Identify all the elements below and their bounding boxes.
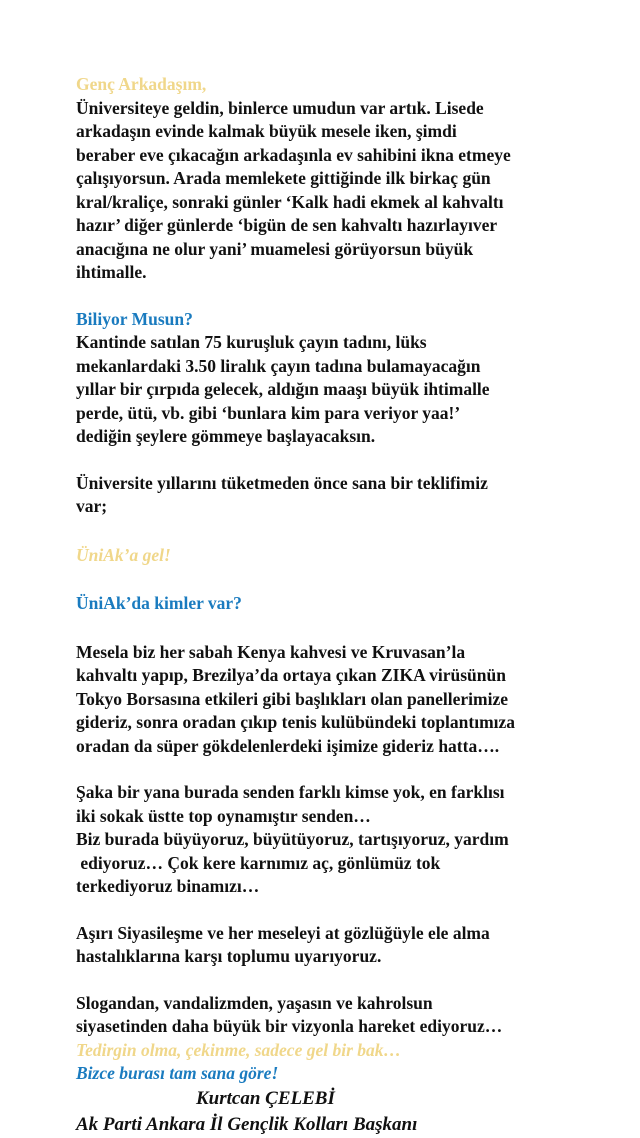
biliyor-line: mekanlardaki 3.50 liralık çayın tadına bulamayacağın [76,355,481,376]
saka-paragraph [76,781,632,899]
offer-line: var; [76,496,108,516]
asiri-line: Aşırı Siyasileşme ve her meseleyi at gözlüğüyle ele alma [76,922,490,943]
biliyor-heading: Biliyor Musun? [76,308,193,329]
saka-line: terkediyoruz binamızı… [76,876,260,896]
intro-line: arkadaşın evinde kalmak büyük mesele iken, şimdi [76,121,457,141]
offer-line: Üniversite yıllarını tüketmeden önce sana bir teklifimiz [76,472,488,493]
biliyor-line: Kantinde satılan 75 kuruşluk çayın tadını, lüks [76,332,427,352]
mesela-line: Mesela biz her sabah Kenya kahvesi ve Kruvasan’la [76,641,466,662]
greeting: Genç Arkadaşım, [76,74,207,94]
saka-line: ediyoruz… Çok kere karnımız aç, gönlümüz tok [76,852,441,873]
bizce-line: Bizce burası tam sana göre! [76,1063,279,1083]
offer-paragraph [76,472,632,519]
slogan-paragraph [76,992,632,1086]
kimler-heading: ÜniAk’da kimler var? [76,593,242,613]
biliyor-line: dediğin şeylere gömmeye başlayacaksın. [76,426,376,446]
letter [76,73,632,1138]
intro-paragraph [76,97,632,285]
mesela-line: Tokyo Borsasına etkileri gibi başlıkları olan panellerimize [76,688,509,709]
uniak-gel: ÜniAk’a gel! [76,544,171,565]
intro-line: anacığına ne olur yani’ muamelesi görüyorsun büyük [76,238,474,259]
saka-line: Biz burada büyüyoruz, büyütüyoruz, tartışıyoruz, yardım [76,829,509,849]
biliyor-paragraph [76,331,632,449]
biliyor-line: perde, ütü, vb. gibi ‘bunlara kim para veriyor yaa!’ [76,402,461,423]
saka-line: iki sokak üstte top oynamıştır senden… [76,805,371,826]
intro-line: hazır’ diğer günlerde ‘bigün de sen kahvaltı hazırlayıver [76,215,498,235]
signature-name: Kurtcan ÇELEBİ [196,1087,335,1109]
signature-title: Ak Parti Ankara İl Gençlik Kolları Başkanı [76,1113,418,1135]
saka-line: Şaka bir yana burada senden farklı kimse yok, en farklısı [76,782,505,802]
asiri-line: hastalıklarına karşı toplumu uyarıyoruz. [76,946,382,966]
intro-line: beraber eve çıkacağın arkadaşınla ev sahibini ikna etmeye [76,144,511,165]
intro-line: kral/kraliçe, sonraki günler ‘Kalk hadi ekmek al kahvaltı [76,191,504,212]
slogan-line: Slogandan, vandalizmden, yaşasın ve kahrolsun [76,992,433,1013]
asiri-paragraph [76,922,632,969]
intro-line: çalışıyorsun. Arada memlekete gittiğinde ilk birkaç gün [76,168,491,188]
signature [76,1086,632,1138]
intro-line: Üniversiteye geldin, binlerce umudun var artık. Lisede [76,97,484,118]
intro-line: ihtimalle. [76,262,147,282]
tedirgin-line: Tedirgin olma, çekinme, sadece gel bir bak… [76,1039,402,1060]
slogan-line: siyasetinden daha büyük bir vizyonla hareket ediyoruz… [76,1016,503,1036]
biliyor-line: yıllar bir çırpıda gelecek, aldığın maaşı büyük ihtimalle [76,379,490,399]
mesela-paragraph [76,641,632,759]
mesela-line: kahvaltı yapıp, Brezilya’da ortaya çıkan ZIKA virüsünün [76,665,506,685]
mesela-line: oradan da süper gökdelenlerdeki işimize gideriz hatta…. [76,735,500,756]
mesela-line: gideriz, sonra oradan çıkıp tenis kulübündeki toplantımıza [76,712,516,732]
